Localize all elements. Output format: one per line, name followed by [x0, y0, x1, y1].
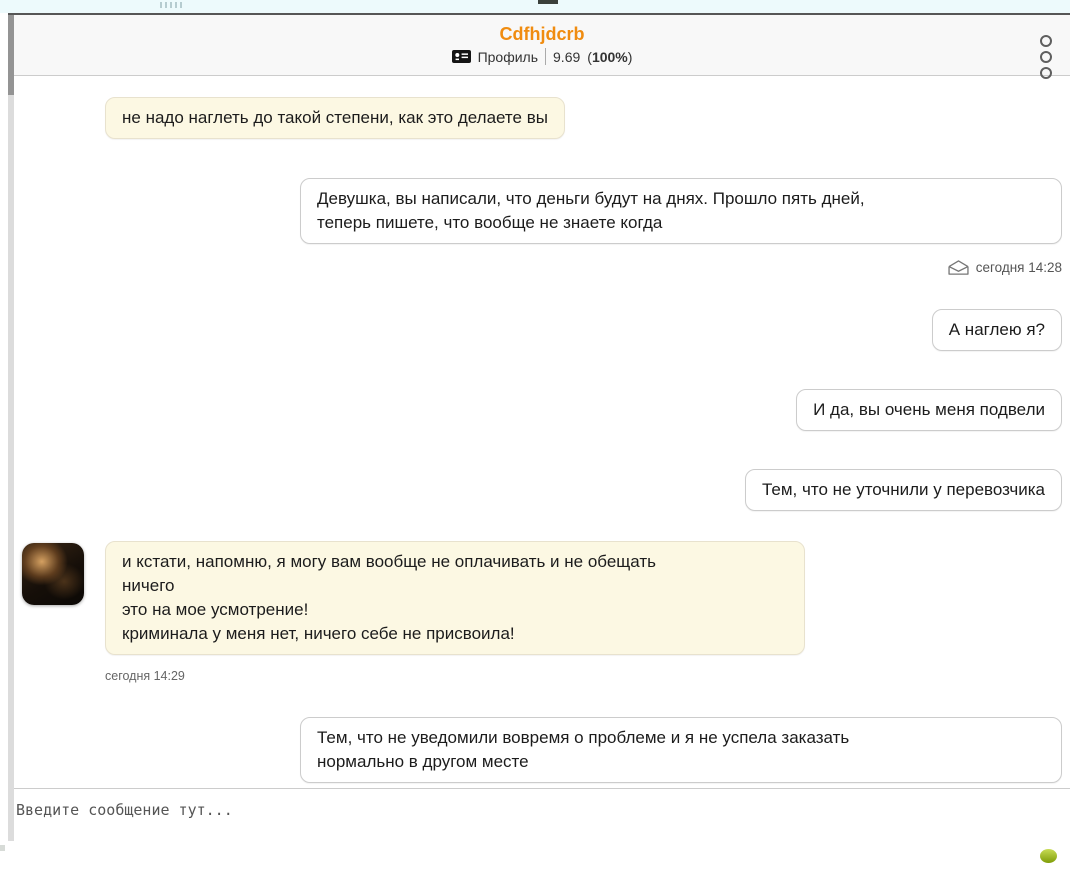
paren-close: ) — [627, 48, 633, 65]
composer — [14, 788, 1070, 870]
open-envelope-icon — [947, 259, 970, 276]
chrome-artifact — [160, 2, 182, 8]
message-timestamp: сегодня 14:29 — [105, 669, 185, 683]
message-line: не надо наглеть до такой степени, как это делаете вы — [122, 108, 548, 127]
chrome-artifact — [538, 0, 558, 4]
read-receipt-row — [14, 259, 1070, 276]
message-bubble-peer — [105, 97, 565, 139]
message-line: Тем, что не уточнили у перевозчика — [761, 480, 1045, 499]
message-row — [14, 541, 1070, 655]
rating-percent-value: 100% — [591, 48, 628, 65]
resize-artifact — [0, 845, 5, 851]
profile-link[interactable]: Профиль — [477, 48, 539, 65]
message-row — [14, 178, 1070, 244]
message-line: Тем, что не уведомили вовремя о проблеме и я не успела заказать — [317, 728, 850, 747]
kebab-menu-icon[interactable] — [1038, 33, 1054, 81]
chat-title[interactable]: Cdfhjdcrb — [499, 24, 585, 44]
message-list — [14, 97, 1070, 783]
message-line: И да, вы очень меня подвели — [813, 400, 1045, 419]
message-row — [14, 309, 1070, 351]
message-line: нормально в другом месте — [317, 752, 529, 771]
avatar[interactable] — [22, 543, 84, 605]
message-row — [14, 469, 1070, 511]
message-bubble-self — [932, 309, 1062, 351]
message-line: теперь пишете, что вообще не знаете когда — [317, 213, 663, 232]
message-bubble-self — [796, 389, 1062, 431]
message-row — [14, 97, 1070, 139]
header-subrow — [14, 48, 1070, 65]
message-line: Девушка, вы написали, что деньги будут на днях. Прошло пять дней, — [317, 189, 865, 208]
message-bubble-self — [300, 178, 1062, 244]
rating-percent — [587, 49, 632, 65]
id-card-icon — [452, 50, 471, 63]
read-receipt-time: сегодня 14:28 — [975, 260, 1062, 275]
paren-open: ( — [587, 48, 592, 65]
message-row — [14, 389, 1070, 431]
message-line: А наглею я? — [948, 320, 1045, 339]
message-line: и кстати, напомню, я могу вам вообще не оплачивать и не обещать — [122, 552, 657, 571]
window-chrome-strip — [0, 0, 1070, 13]
chat-header — [14, 15, 1070, 76]
message-bubble-self — [745, 469, 1062, 511]
message-bubble-self — [300, 717, 1062, 783]
divider — [545, 48, 546, 65]
rating-value: 9.69 — [553, 48, 581, 65]
chat-window — [14, 15, 1070, 870]
message-bubble-peer — [105, 541, 805, 655]
message-row — [14, 717, 1070, 783]
message-line: это на мое усмотрение! — [122, 600, 309, 619]
message-line: ничего — [122, 576, 175, 595]
message-input[interactable] — [14, 799, 1028, 865]
message-line: криминала у меня нет, ничего себе не присвоила! — [122, 624, 515, 643]
